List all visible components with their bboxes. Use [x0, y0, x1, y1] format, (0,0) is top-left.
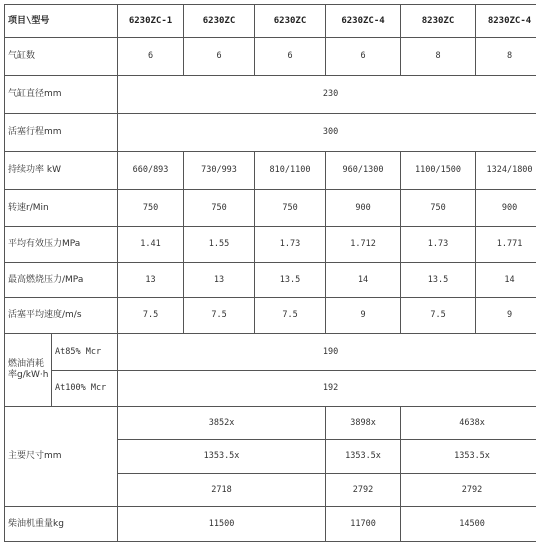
table-cell: 13.5: [255, 263, 326, 298]
header-row: [5, 5, 536, 38]
table-row: [5, 190, 536, 227]
table-cell: 3852x: [118, 407, 326, 440]
table-cell: 13.5: [401, 263, 476, 298]
model-header: 6230ZC: [184, 5, 255, 38]
table-row: [5, 76, 536, 114]
table-cell: 11700: [326, 507, 401, 542]
table-cell: 1.73: [401, 227, 476, 263]
row-label-bmep: 平均有效压力MPa: [5, 227, 118, 263]
table-cell: 810/1100: [255, 152, 326, 190]
table-row: [5, 507, 536, 542]
table-cell: 6: [326, 38, 401, 76]
row-label-piston-speed: 活塞平均速度/m/s: [5, 298, 118, 334]
table-cell: 300: [118, 114, 536, 152]
model-header: 6230ZC-4: [326, 5, 401, 38]
table-cell: 192: [118, 371, 536, 407]
table-cell: 11500: [118, 507, 326, 542]
model-header: 8230ZC: [401, 5, 476, 38]
table-row: [5, 38, 536, 76]
row-label-fuel: 燃油消耗率g/kW·h: [5, 334, 52, 407]
table-cell: 2792: [326, 474, 401, 507]
table-cell: 730/993: [184, 152, 255, 190]
table-cell: 1353.5x: [326, 440, 401, 474]
table-cell: 750: [401, 190, 476, 227]
table-row: [5, 114, 536, 152]
table-cell: 7.5: [118, 298, 184, 334]
table-cell: 190: [118, 334, 536, 371]
table-cell: 7.5: [401, 298, 476, 334]
table-cell: 2718: [118, 474, 326, 507]
fuel-sub-label: At85% Mcr: [52, 334, 118, 371]
table-cell: 1.55: [184, 227, 255, 263]
table-cell: 1353.5x: [118, 440, 326, 474]
table-row: [5, 407, 536, 440]
row-label-cylinders: 气缸数: [5, 38, 118, 76]
table-cell: 1.712: [326, 227, 401, 263]
table-cell: 750: [118, 190, 184, 227]
model-header: 6230ZC: [255, 5, 326, 38]
table-cell: 1.41: [118, 227, 184, 263]
table-cell: 750: [184, 190, 255, 227]
table-cell: 7.5: [255, 298, 326, 334]
row-label-weight: 柴油机重量kg: [5, 507, 118, 542]
table-cell: 900: [326, 190, 401, 227]
row-label-dims: 主要尺寸mm: [5, 407, 118, 507]
table-row: [5, 263, 536, 298]
table-cell: 960/1300: [326, 152, 401, 190]
table-cell: 8: [476, 38, 536, 76]
table-row: [5, 227, 536, 263]
spec-table: [4, 4, 536, 542]
model-header: 8230ZC-4: [476, 5, 536, 38]
row-label-bore: 气缸直径mm: [5, 76, 118, 114]
table-cell: 4638x: [401, 407, 536, 440]
table-row: [5, 334, 536, 371]
table-cell: 8: [401, 38, 476, 76]
row-label-speed: 转速r/Min: [5, 190, 118, 227]
table-cell: 7.5: [184, 298, 255, 334]
fuel-sub-label: At100% Mcr: [52, 371, 118, 407]
table-cell: 230: [118, 76, 536, 114]
table-cell: 1.771: [476, 227, 536, 263]
model-header: 6230ZC-1: [118, 5, 184, 38]
table-cell: 1.73: [255, 227, 326, 263]
table-cell: 3898x: [326, 407, 401, 440]
row-label-pmax: 最高燃烧压力/MPa: [5, 263, 118, 298]
table-cell: 9: [476, 298, 536, 334]
table-cell: 14: [326, 263, 401, 298]
table-cell: 14: [476, 263, 536, 298]
table-cell: 13: [184, 263, 255, 298]
table-cell: 6: [255, 38, 326, 76]
table-cell: 750: [255, 190, 326, 227]
table-cell: 14500: [401, 507, 536, 542]
table-row: [5, 152, 536, 190]
table-cell: 13: [118, 263, 184, 298]
table-cell: 1324/1800: [476, 152, 536, 190]
table-cell: 900: [476, 190, 536, 227]
table-cell: 2792: [401, 474, 536, 507]
row-label-stroke: 活塞行程mm: [5, 114, 118, 152]
row-label-power: 持续功率 kW: [5, 152, 118, 190]
table-cell: 1353.5x: [401, 440, 536, 474]
table-row: [5, 371, 536, 407]
table-cell: 6: [118, 38, 184, 76]
table-row: [5, 298, 536, 334]
header-label: 项目\型号: [5, 5, 118, 38]
table-cell: 660/893: [118, 152, 184, 190]
table-cell: 1100/1500: [401, 152, 476, 190]
table-cell: 9: [326, 298, 401, 334]
table-cell: 6: [184, 38, 255, 76]
